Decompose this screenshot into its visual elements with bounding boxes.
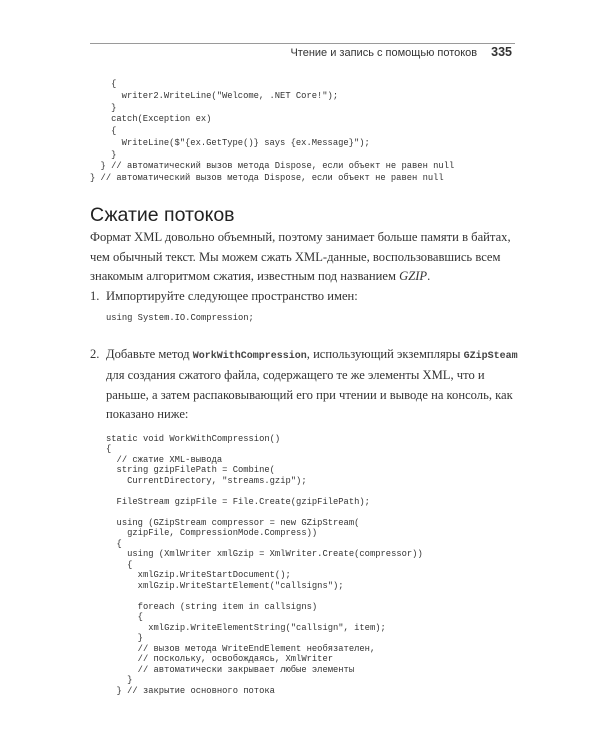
code-line: } // автоматический вызов метода Dispose, если объект не равен null [90,161,455,172]
code-line [106,507,522,518]
section-content [90,202,522,696]
code-line: } [106,633,143,644]
section-heading: Сжатие потоков [90,204,235,226]
code-line: { [106,612,143,623]
code-line: } [90,149,117,160]
code-line: FileStream gzipFile = File.Create(gzipFilePath); [106,496,370,507]
step1-text: Импортируйте следующее пространство имен: [106,288,358,303]
code-line: using (XmlWriter xmlGzip = XmlWriter.Create(compressor)) [106,549,423,560]
code-line: using (GZipStream compressor = new GZipStream( [106,517,360,528]
code-line: xmlGzip.WriteStartElement("callsigns"); [106,580,344,591]
step-1 [90,287,522,325]
code-line: string gzipFilePath = Combine( [106,465,275,476]
page-number: 335 [491,45,512,59]
code-line: gzipFile, CompressionMode.Compress)) [106,528,318,539]
code-line: xmlGzip.WriteStartDocument(); [106,570,291,581]
step2-number: 2. [90,346,100,361]
code-line: } // закрытие основного потока [106,685,275,696]
step1-code [106,313,522,325]
step2-text-c: для создания сжатого файла, содержащего те же элементы XML, что и раньше, а затем распаковывающий его при чтении и выводе на консоль, как показано ниже: [106,368,513,422]
step2-text [106,345,522,425]
code-block-top [90,79,454,185]
code-line: } // автоматический вызов метода Dispose, если объект не равен null [90,173,444,183]
code-line [106,486,522,497]
intro-paragraph [90,228,522,287]
inline-code-method: WorkWithCompression [192,350,307,362]
step1-number: 1. [90,288,100,303]
code-line: catch(Exception ex) [90,114,212,125]
code-line: } [106,675,133,686]
code-line: // поскольку, освобождаясь, XmlWriter [106,654,333,665]
code-line: // сжатие XML-вывода [106,454,223,465]
code-line: // автоматически закрывает любые элементы [106,664,355,675]
step-2 [90,345,522,697]
code-line: { [106,444,112,455]
header-rule [90,43,515,44]
code-line: static void WorkWithCompression() [106,433,281,444]
code-line: { [106,559,133,570]
intro-text: Формат XML довольно объемный, поэтому занимает больше памяти в байтах, чем обычный текст. Мы можем сжать XML-данные, воспользовавшись всем знакомым алгоритмом сжатия, известным под названием [90,230,511,283]
step2-code [106,434,522,697]
running-header [290,45,512,59]
code-line: } [90,102,117,113]
code-line: xmlGzip.WriteElementString("callsign", item); [106,622,386,633]
code-line: // вызов метода WriteEndElement необязателен, [106,643,376,654]
code-line: CurrentDirectory, "streams.gzip"); [106,475,307,486]
code-line: using System.IO.Compression; [106,313,254,323]
intro-end: . [427,269,431,283]
step2-text-a: Добавьте метод [106,346,193,361]
step2-text-b: , использующий экземпляры [306,346,464,361]
code-line: foreach (string item in callsigns) [106,601,318,612]
inline-code-class: GZipSteam [463,350,518,362]
code-line: { [106,538,122,549]
intro-emphasis: GZIP [399,269,428,283]
code-line [106,591,522,602]
code-line: writer2.WriteLine("Welcome, .NET Core!"); [90,90,339,101]
code-line: { [90,126,117,136]
code-line: { [90,79,117,89]
code-line: WriteLine($"{ex.GetType()} says {ex.Message}"); [90,137,370,148]
running-title: Чтение и запись с помощью потоков [290,47,478,59]
